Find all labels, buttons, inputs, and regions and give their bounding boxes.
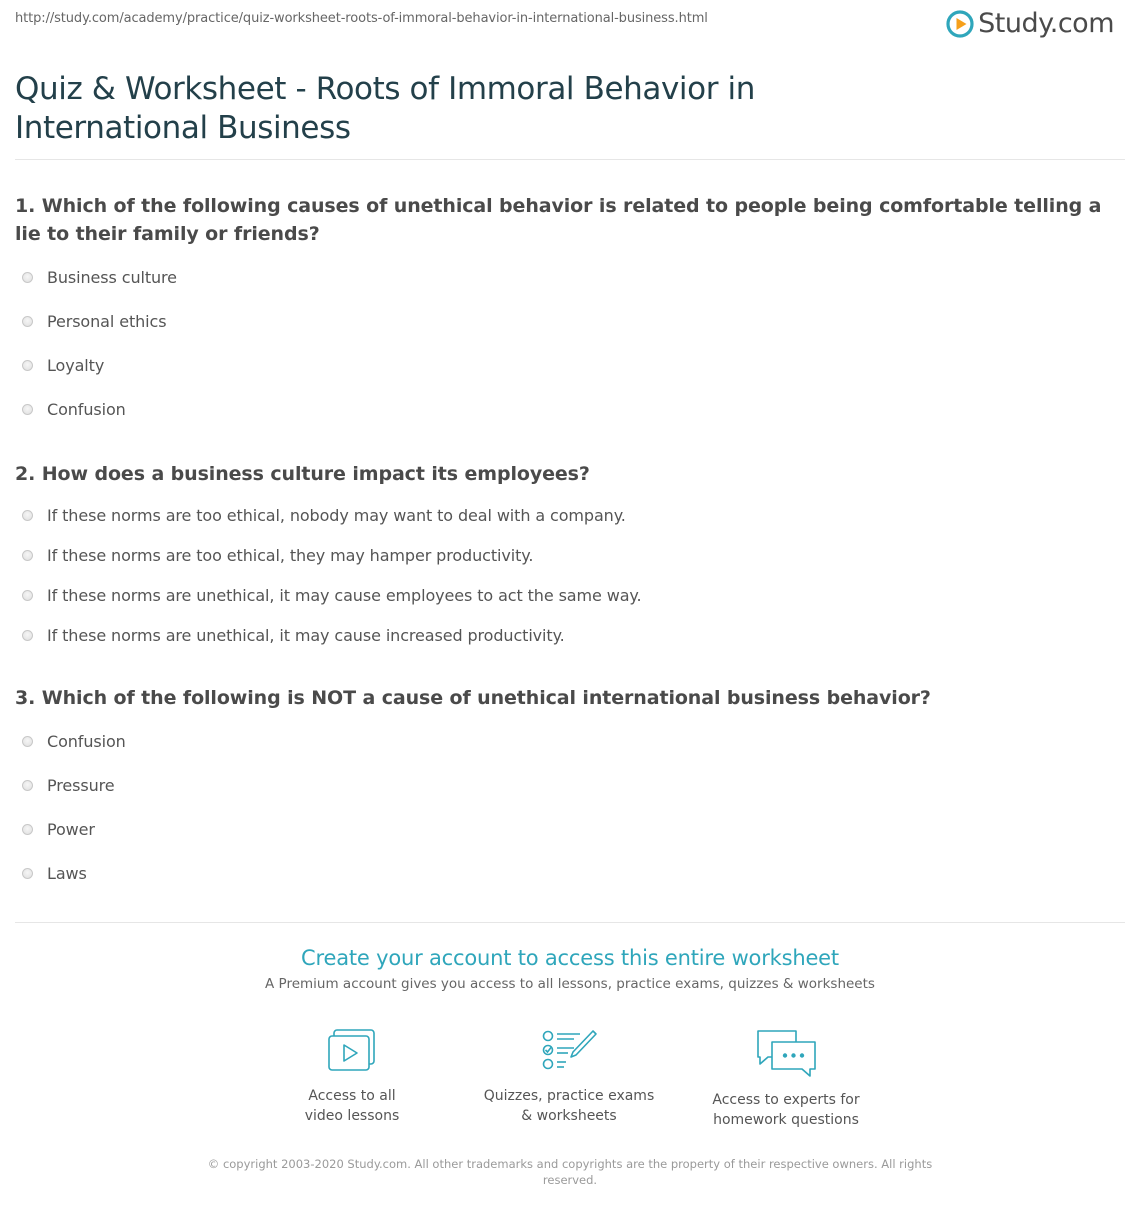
feature-label-line-1: Access to experts for	[712, 1092, 860, 1108]
question-1-text: 1. Which of the following causes of unethical behavior is related to people being comfortable telling a lie to their family or friends?	[15, 195, 1102, 245]
feature-label-line-2: homework questions	[713, 1112, 859, 1128]
feature-label	[252, 1086, 452, 1126]
option-label: If these norms are too ethical, nobody may want to deal with a company.	[47, 506, 626, 525]
option-label: If these norms are unethical, it may cause increased productivity.	[47, 626, 565, 645]
option-label: Personal ethics	[47, 312, 167, 331]
option-label: Confusion	[47, 400, 126, 419]
radio-button[interactable]	[22, 272, 33, 283]
copyright-footer: © copyright 2003-2020 Study.com. All other trademarks and copyrights are the property of their respective owners. All rights reserved.	[207, 1157, 933, 1187]
logo-text: Study.com	[978, 8, 1114, 39]
question-3-option-1[interactable]	[22, 732, 126, 751]
question-1-option-2[interactable]	[22, 312, 166, 331]
option-label: If these norms are too ethical, they may hamper productivity.	[47, 546, 534, 565]
page-url: http://study.com/academy/practice/quiz-worksheet-roots-of-immoral-behavior-in-international-business.html	[15, 11, 708, 26]
question-1-option-4[interactable]	[22, 400, 126, 419]
title-divider	[15, 159, 1125, 160]
radio-button[interactable]	[22, 630, 33, 641]
study-logo[interactable]	[946, 8, 1114, 39]
create-account-link[interactable]: Create your account to access this entire worksheet	[301, 946, 839, 970]
radio-button[interactable]	[22, 404, 33, 415]
radio-button[interactable]	[22, 868, 33, 879]
feature-label	[686, 1090, 886, 1130]
radio-button[interactable]	[22, 550, 33, 561]
video-lessons-icon	[326, 1028, 378, 1074]
option-label: Loyalty	[47, 356, 105, 375]
question-2-option-1[interactable]	[22, 506, 626, 525]
option-label: If these norms are unethical, it may cause employees to act the same way.	[47, 586, 642, 605]
radio-button[interactable]	[22, 360, 33, 371]
feature-label-line-1: Quizzes, practice exams	[483, 1088, 655, 1104]
chat-bubbles-icon	[754, 1028, 818, 1078]
quiz-checklist-icon	[540, 1028, 598, 1074]
feature-label-line-1: Access to all	[308, 1088, 396, 1104]
radio-button[interactable]	[22, 736, 33, 747]
feature-label	[469, 1086, 669, 1126]
option-label: Business culture	[47, 268, 177, 287]
feature-label-line-2: video lessons	[304, 1108, 400, 1124]
page-title: Quiz & Worksheet - Roots of Immoral Behavior in International Business	[15, 71, 755, 146]
radio-button[interactable]	[22, 780, 33, 791]
radio-button[interactable]	[22, 510, 33, 521]
question-2-option-2[interactable]	[22, 546, 533, 565]
option-label: Power	[47, 820, 95, 839]
feature-video-lessons	[252, 1028, 452, 1126]
radio-button[interactable]	[22, 590, 33, 601]
question-2-option-3[interactable]	[22, 586, 642, 605]
question-3-option-3[interactable]	[22, 820, 95, 839]
question-2-option-4[interactable]	[22, 626, 565, 645]
option-label: Pressure	[47, 776, 115, 795]
question-1-option-1[interactable]	[22, 268, 177, 287]
feature-label-line-2: & worksheets	[521, 1108, 617, 1124]
cta-subtitle: A Premium account gives you access to all lessons, practice exams, quizzes & worksheets	[265, 976, 875, 992]
radio-button[interactable]	[22, 316, 33, 327]
feature-experts	[686, 1028, 886, 1130]
question-3-text: 3. Which of the following is NOT a cause of unethical international business behavior?	[15, 687, 931, 709]
feature-quizzes	[469, 1028, 669, 1126]
question-3-option-2[interactable]	[22, 776, 115, 795]
play-logo-icon	[946, 10, 974, 38]
option-label: Laws	[47, 864, 87, 883]
radio-button[interactable]	[22, 824, 33, 835]
question-3-option-4[interactable]	[22, 864, 87, 883]
option-label: Confusion	[47, 732, 126, 751]
question-2-text: 2. How does a business culture impact its employees?	[15, 463, 590, 485]
cta-divider	[15, 922, 1125, 923]
question-1-option-3[interactable]	[22, 356, 104, 375]
